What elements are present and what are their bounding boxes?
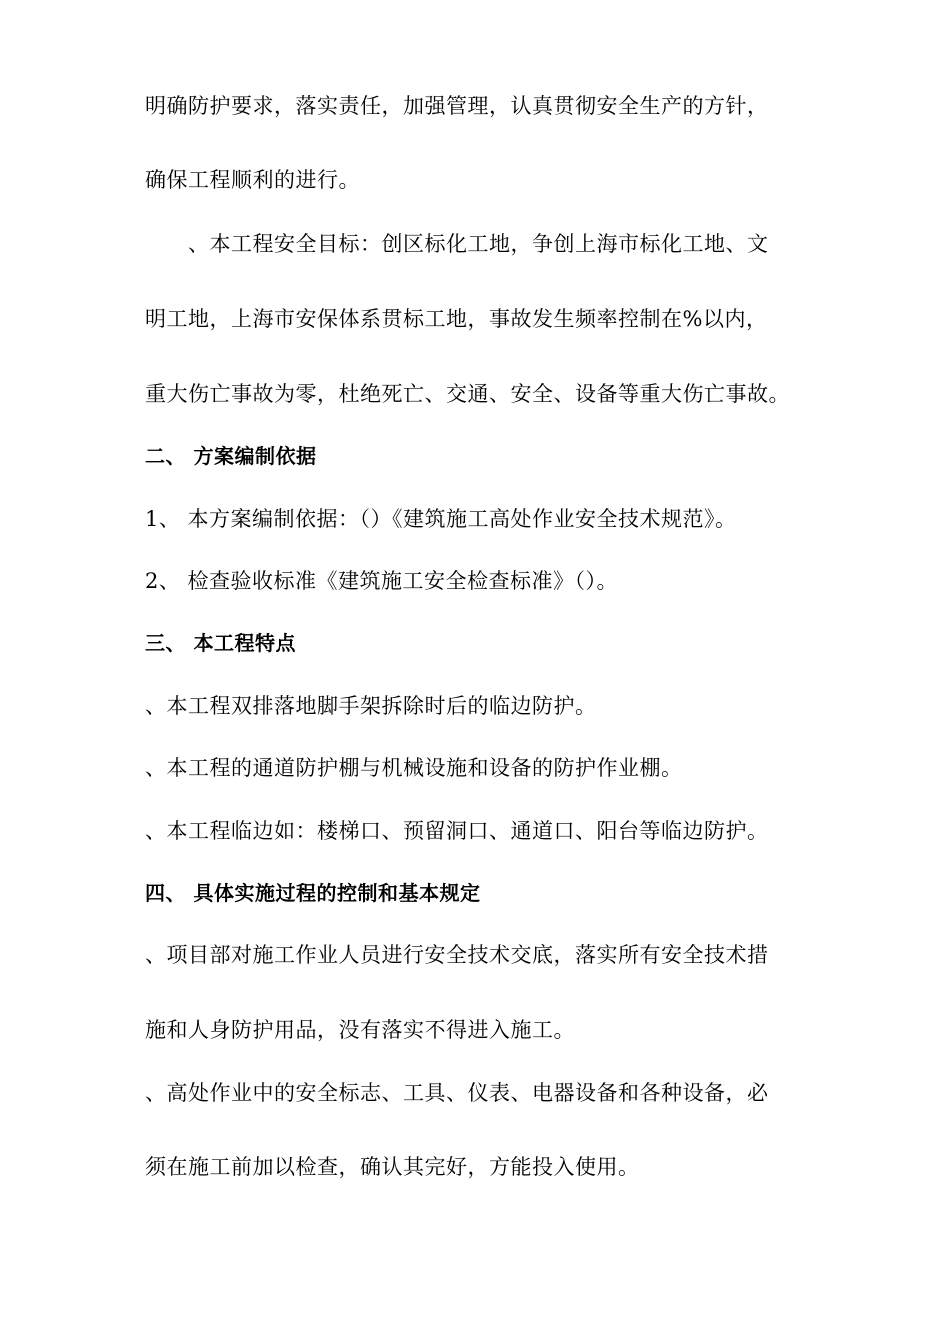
intro-line-1: 明确防护要求，落实责任，加强管理，认真贯彻安全生产的方针， [145,94,769,118]
section-3-item-3: 、本工程临边如：楼梯口、预留洞口、通道口、阳台等临边防护。 [145,819,769,843]
section-4-heading: 四、 具体实施过程的控制和基本规定 [145,881,481,905]
section-3-item-1: 、本工程双排落地脚手架拆除时后的临边防护。 [145,694,597,718]
section-4-item-2-line-2: 须在施工前加以检查，确认其完好，方能投入使用。 [145,1155,640,1179]
section-4-item-1-line-2: 施和人身防护用品，没有落实不得进入施工。 [145,1018,575,1042]
section-2-item-1: 1、 本方案编制依据：（）《建筑施工高处作业安全技术规范》。 [145,507,737,531]
section-4-item-2-line-1: 、高处作业中的安全标志、工具、仪表、电器设备和各种设备，必 [145,1081,769,1105]
section-2-heading: 二、 方案编制依据 [145,444,317,468]
section-3-item-2: 、本工程的通道防护棚与机械设施和设备的防护作业棚。 [145,756,683,780]
goal-line-1: 、本工程安全目标：创区标化工地，争创上海市标化工地、文 [188,232,769,256]
section-3-heading: 三、 本工程特点 [145,631,296,655]
goal-line-2: 明工地，上海市安保体系贯标工地，事故发生频率控制在%以内， [145,307,768,331]
section-2-item-2: 2、 检查验收标准《建筑施工安全检查标准》（）。 [145,569,619,593]
goal-line-3: 重大伤亡事故为零，杜绝死亡、交通、安全、设备等重大伤亡事故。 [145,382,790,406]
intro-line-2: 确保工程顺利的进行。 [145,168,360,192]
section-4-item-1-line-1: 、项目部对施工作业人员进行安全技术交底，落实所有安全技术措 [145,943,769,967]
